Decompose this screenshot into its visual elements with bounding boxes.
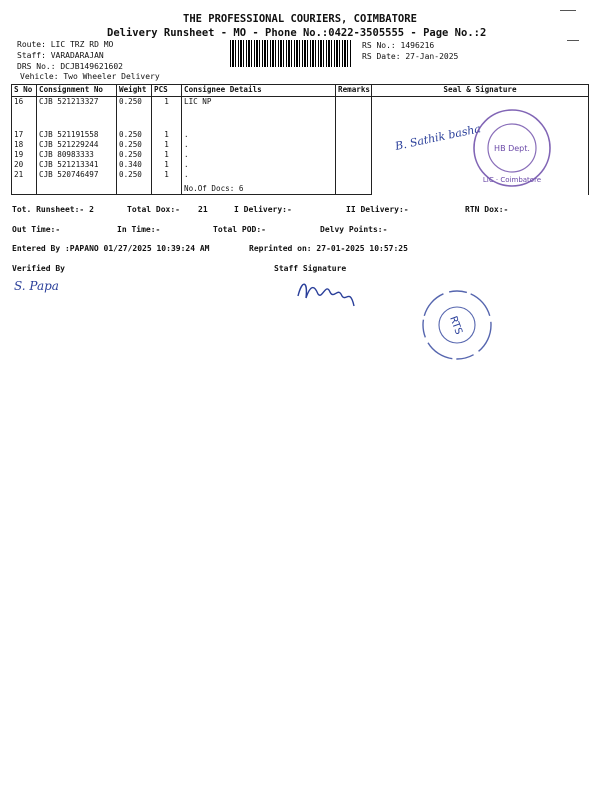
cell-remarks (336, 160, 372, 170)
cell-remarks (336, 140, 372, 150)
cell-sno: 16 (12, 97, 37, 131)
cell-details: LIC NP (182, 97, 336, 131)
cell-pcs: 1 (152, 150, 182, 160)
cell-details: . (182, 160, 336, 170)
no-of-docs: No.Of Docs: 6 (182, 180, 336, 195)
tot-runsheet: Tot. Runsheet:- 2 (12, 205, 94, 214)
col-seal: Seal & Signature (372, 85, 589, 97)
cell-consignment: CJB 520746497 (37, 170, 117, 180)
cell-pcs: 1 (152, 160, 182, 170)
route: Route: LIC TRZ RD MO (17, 40, 114, 49)
cell-consignment: CJB 521213327 (37, 97, 117, 131)
col-pcs: PCS (152, 85, 182, 97)
cell-weight: 0.340 (117, 160, 152, 170)
cell-pcs: 1 (152, 140, 182, 150)
round-seal-initials: RTS (447, 314, 464, 337)
reprinted-on: Reprinted on: 27-01-2025 10:57:25 (249, 244, 408, 253)
rs-date: RS Date: 27-Jan-2025 (362, 52, 459, 61)
in-time: In Time:- (117, 225, 161, 234)
company-title: THE PROFESSIONAL COURIERS, COIMBATORE (183, 13, 417, 25)
cell-empty (117, 180, 152, 195)
cell-consignment: CJB 521213341 (37, 160, 117, 170)
cell-sno: 20 (12, 160, 37, 170)
staff: Staff: VARADARAJAN (17, 51, 104, 60)
cell-empty (152, 180, 182, 195)
rtn-dox: RTN Dox:- (465, 205, 509, 214)
cell-sno: 21 (12, 170, 37, 180)
rs-number: RS No.: 1496216 (362, 41, 435, 50)
round-seal-stamp (412, 285, 502, 365)
cell-pcs: 1 (152, 97, 182, 131)
col-remarks: Remarks (336, 85, 372, 97)
cell-consignment: CJB 521191558 (37, 130, 117, 140)
total-dox: Total Dox:- (127, 205, 180, 214)
cell-details: . (182, 170, 336, 180)
cell-remarks (336, 97, 372, 131)
out-time: Out Time:- (12, 225, 61, 234)
entered-by: Entered By :PAPANO 01/27/2025 10:39:24 AM (12, 244, 210, 253)
cell-remarks (336, 150, 372, 160)
cell-pcs: 1 (152, 130, 182, 140)
cell-sno: 18 (12, 140, 37, 150)
seal-inner-text: HB Dept. (494, 144, 530, 153)
cell-details: . (182, 150, 336, 160)
col-consignment: Consignment No (37, 85, 117, 97)
total-pod: Total POD:- (213, 225, 266, 234)
cell-weight: 0.250 (117, 130, 152, 140)
table-header (12, 85, 589, 97)
col-weight: Weight (117, 85, 152, 97)
cell-details: . (182, 130, 336, 140)
seal-stamp (380, 104, 560, 194)
i-delivery: I Delivery:- (234, 205, 292, 214)
cell-weight: 0.250 (117, 150, 152, 160)
verified-signature: S. Papa (14, 279, 59, 293)
cell-sno: 19 (12, 150, 37, 160)
col-sno: S No (12, 85, 37, 97)
total-dox-value: 21 (198, 205, 208, 214)
staff-signature-label: Staff Signature (274, 264, 347, 273)
ii-delivery: II Delivery:- (346, 205, 409, 214)
cell-consignment: CJB 521229244 (37, 140, 117, 150)
barcode (230, 40, 352, 67)
cell-weight: 0.250 (117, 170, 152, 180)
cell-empty (37, 180, 117, 195)
vehicle: Vehicle: Two Wheeler Delivery (20, 72, 160, 81)
handwritten-signature: B. Sathik basha (393, 122, 482, 153)
cell-weight: 0.250 (117, 97, 152, 131)
cell-remarks (336, 180, 372, 195)
staff-signature-scribble (292, 276, 362, 308)
delvy-points: Delvy Points:- (320, 225, 388, 234)
cell-remarks (336, 170, 372, 180)
cell-sno: 17 (12, 130, 37, 140)
drs-number: DRS No.: DCJB149621602 (17, 62, 123, 71)
cell-weight: 0.250 (117, 140, 152, 150)
col-consignee: Consignee Details (182, 85, 336, 97)
cell-consignment: CJB 80983333 (37, 150, 117, 160)
seal-ring-text: LIC · Coimbatore (482, 176, 542, 184)
scan-mark (567, 40, 579, 41)
verified-by-label: Verified By (12, 264, 65, 273)
cell-remarks (336, 130, 372, 140)
runsheet-title: Delivery Runsheet - MO - Phone No.:0422-3505555 - Page No.:2 (107, 27, 487, 39)
scan-mark (560, 10, 576, 11)
cell-details: . (182, 140, 336, 150)
cell-empty (12, 180, 37, 195)
cell-pcs: 1 (152, 170, 182, 180)
